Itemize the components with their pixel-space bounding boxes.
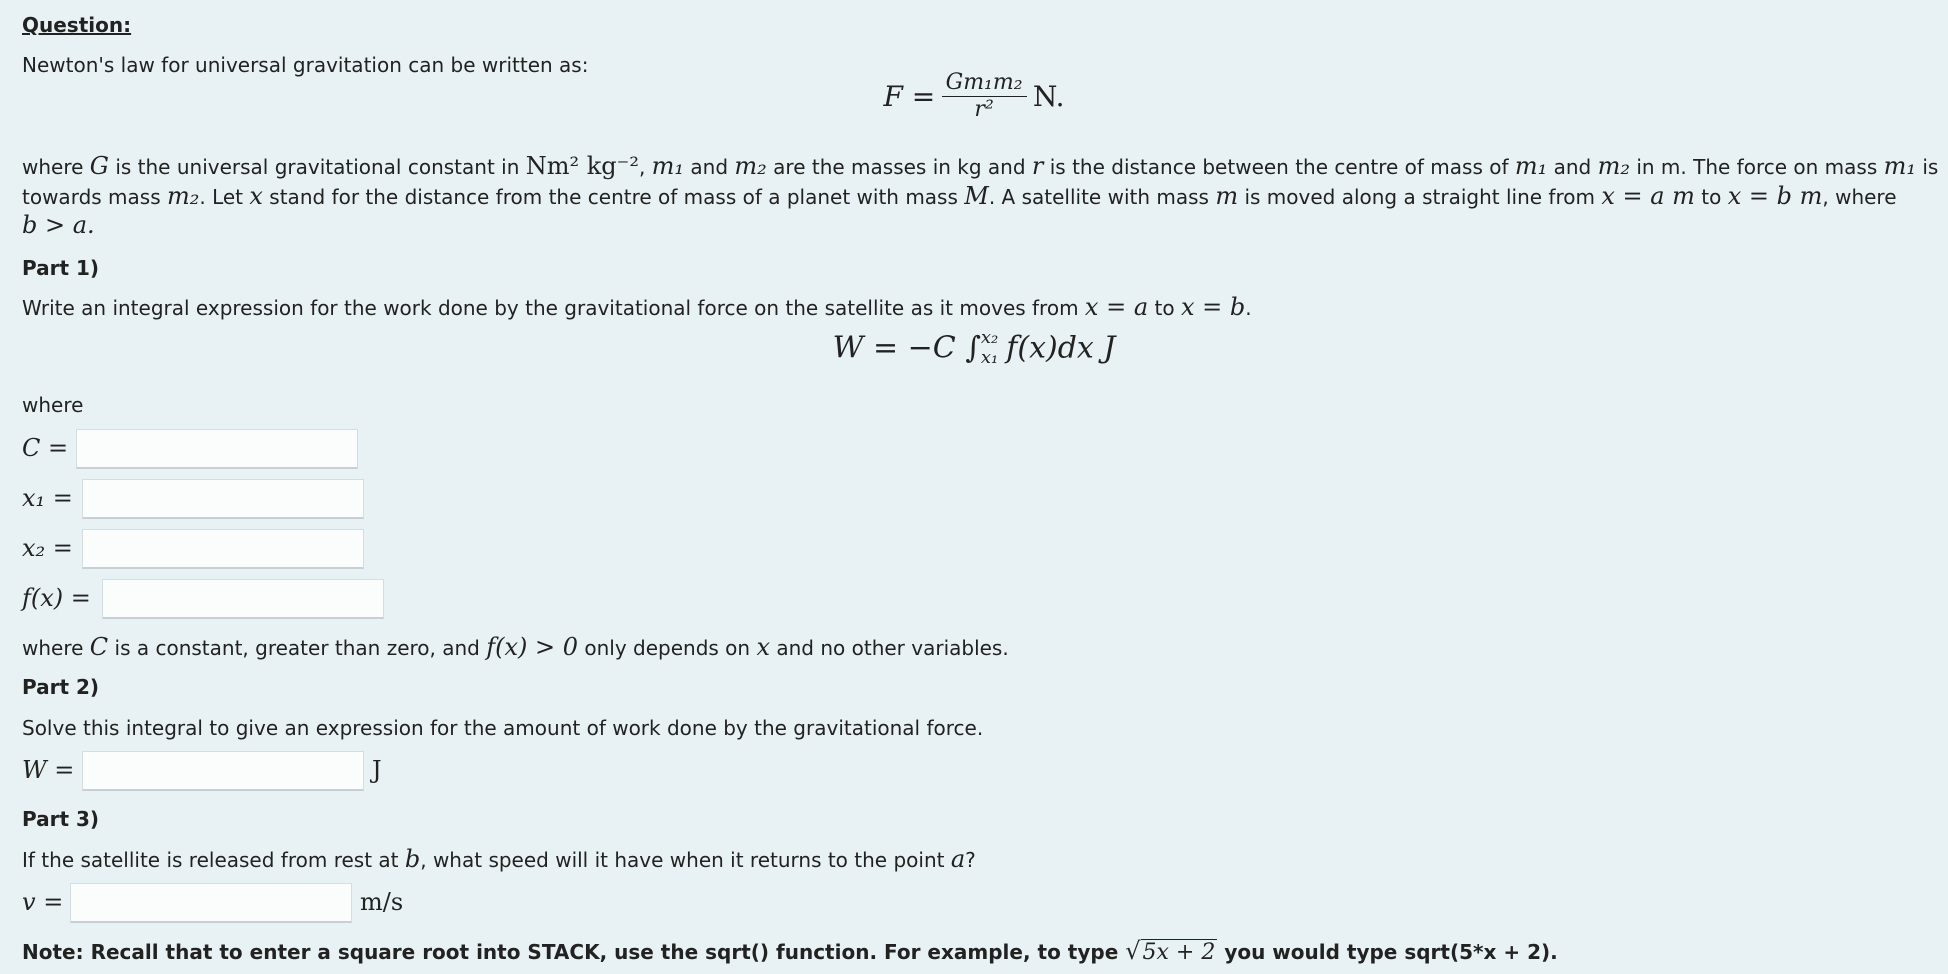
para1-line3: b > a. (22, 211, 95, 239)
part1-note (22, 632, 1009, 663)
integral-lhs: W = −C ∫ (832, 330, 981, 366)
math-m2: m₂ (734, 152, 767, 180)
input-C[interactable] (76, 429, 358, 469)
math-x-a: x = a m (1601, 182, 1695, 210)
text: where (22, 636, 90, 660)
part1-text (22, 292, 1252, 323)
math-C: C (89, 633, 109, 661)
unit-J: J (372, 756, 382, 784)
text: is a constant, greater than zero, and (108, 636, 487, 660)
para1-line2 (22, 181, 1897, 212)
text: , what speed will it have when it returns to the point (420, 848, 951, 872)
input-x2[interactable] (82, 529, 364, 569)
math-f-positive: f(x) > 0 (486, 633, 579, 661)
math-x: x (756, 633, 770, 661)
field-label-f: f(x) = (22, 584, 91, 612)
text: only depends on (578, 636, 757, 660)
para1-line1 (22, 151, 1938, 182)
text: and (1547, 155, 1598, 179)
field-row-v (22, 882, 442, 924)
text: Note: Recall that to enter a square root into STACK, use the sqrt() function. For example, to type (22, 940, 1126, 964)
text: is the distance between the centre of mass of (1043, 155, 1515, 179)
text: Write an integral expression for the work done by the gravitational force on the satellite as it moves from (22, 296, 1085, 320)
part1-heading: Part 1) (22, 256, 100, 280)
where-text: where (22, 393, 84, 417)
part3-text (22, 844, 976, 875)
input-x1[interactable] (82, 479, 364, 519)
text: you would type sqrt(5*x + 2). (1217, 940, 1558, 964)
part3-heading: Part 3) (22, 807, 100, 831)
math-G: G (89, 152, 109, 180)
unit-m-per-s: m/s (360, 888, 404, 916)
math-b: b (404, 845, 421, 873)
text: ? (965, 848, 976, 872)
math-x-b: x = b (1180, 293, 1246, 321)
math-m2: m₂ (166, 182, 200, 210)
math-m2: m₂ (1597, 152, 1630, 180)
text: . Let (199, 185, 250, 209)
text: where (22, 155, 90, 179)
text: is moved along a straight line from (1238, 185, 1602, 209)
question-heading: Question: (22, 13, 132, 37)
text: in m. The force on mass (1629, 155, 1884, 179)
formula-unit: N. (1032, 80, 1065, 113)
math-x-b: x = b m (1727, 182, 1823, 210)
text: and no other variables. (770, 636, 1009, 660)
text: . A satellite with mass (988, 185, 1216, 209)
sqrt-note (22, 936, 1558, 968)
text: towards mass (22, 185, 167, 209)
text: and (684, 155, 735, 179)
field-label-x1: x₁ = (22, 484, 73, 512)
field-row-x2 (22, 528, 422, 570)
integral-rest: f(x)dx J (1006, 330, 1116, 366)
text: are the masses in kg and (766, 155, 1032, 179)
text: to (1148, 296, 1181, 320)
field-label-W: W = (22, 756, 75, 784)
sqrt-content: 5x + 2 (1142, 940, 1216, 965)
sqrt-symbol: √ (1125, 937, 1141, 965)
input-W[interactable] (82, 751, 364, 791)
newton-formula (22, 70, 1926, 130)
field-label-C: C = (22, 434, 69, 462)
formula-numerator: Gm₁m₂ (942, 70, 1027, 97)
math-m1: m₁ (651, 152, 685, 180)
formula-denominator: r² (974, 97, 994, 122)
field-label-x2: x₂ = (22, 534, 73, 562)
math-m1: m₁ (1883, 152, 1916, 180)
work-integral-formula (22, 328, 1926, 384)
text: , (638, 155, 652, 179)
intro-text: Newton's law for universal gravitation can be written as: (22, 53, 589, 77)
text: , where (1822, 185, 1897, 209)
math-r: r (1031, 152, 1044, 180)
formula-fraction (942, 70, 1027, 123)
math-a: a (950, 845, 966, 873)
part2-text: Solve this integral to give an expression for the amount of work done by the gravitational force. (22, 716, 984, 740)
text: . (1245, 296, 1252, 320)
field-row-W (22, 750, 442, 792)
integral-limits (981, 328, 998, 368)
input-v[interactable] (70, 883, 352, 923)
text: stand for the distance from the centre of mass of a planet with mass (262, 185, 965, 209)
text: is the universal gravitational constant in (108, 155, 526, 179)
math-x: x (249, 182, 263, 210)
text: If the satellite is released from rest at (22, 848, 405, 872)
text: to (1694, 185, 1728, 209)
input-f[interactable] (102, 579, 384, 619)
field-row-C (22, 428, 422, 470)
field-label-v: v = (22, 888, 64, 916)
math-m1: m₁ (1514, 152, 1548, 180)
field-row-x1 (22, 478, 422, 520)
field-row-f (22, 578, 422, 620)
integral-lower-limit: x₁ (980, 347, 999, 368)
part2-heading: Part 2) (22, 675, 100, 699)
math-M: M (964, 182, 989, 210)
math-unit-G: Nm² kg⁻² (525, 152, 639, 180)
math-x-a: x = a (1084, 293, 1149, 321)
formula-lhs: F = (883, 80, 936, 113)
math-m: m (1215, 182, 1239, 210)
integral-upper-limit: x₂ (980, 327, 999, 348)
text: is (1916, 155, 1939, 179)
